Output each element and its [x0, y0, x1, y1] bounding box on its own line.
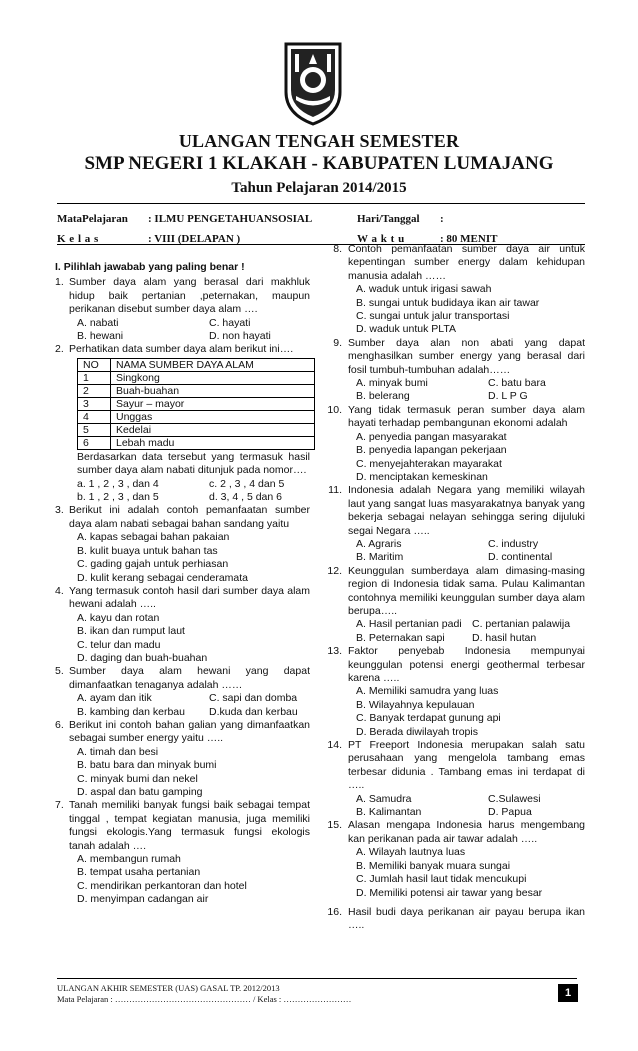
- option-a: A. Agraris: [356, 537, 402, 550]
- question-number: 15.: [327, 819, 342, 832]
- question-number: 2.: [55, 343, 64, 356]
- question-text: Sumber daya alam hewani yang dapat dimanfaatkan tenaganya adalah ……: [69, 665, 310, 691]
- question-1: [55, 276, 310, 343]
- question-4: [55, 585, 310, 665]
- question-text: Sumber daya alam yang berasal dari makhluk hidup baik pertanian ,peternakan, maupun perikanan disebut sumber daya alam ….: [69, 276, 310, 316]
- option-d: D. hasil hutan: [472, 631, 537, 644]
- question-text: Alasan mengapa Indonesia harus mengembang kan perikanan pada air tawar adalah …..: [348, 819, 585, 845]
- option-d: D. Berada diwilayah tropis: [356, 725, 478, 738]
- option-c: C. minyak bumi dan nekel: [77, 772, 198, 785]
- question-7: [55, 799, 310, 906]
- question-text: Tanah memiliki banyak fungsi baik sebagai tempat tinggal , tempat kegiatan manusia, juga memiliki fungsi ekologis.Yang termasuk fungsi ekologis tanah adalah ….: [69, 799, 310, 852]
- option-a: A. Samudra: [356, 792, 412, 805]
- option-c: C. batu bara: [488, 377, 546, 390]
- row-name: Kedelai: [111, 423, 315, 436]
- row-name: Sayur – mayor: [111, 397, 315, 410]
- question-number: 10.: [327, 403, 342, 416]
- subject-value: : ILMU PENGETAHUANSOSIAL: [148, 213, 313, 225]
- option-b: B. belerang: [356, 390, 410, 403]
- question-text: Berikut ini adalah contoh pemanfaatan sumber daya alam nabati sebagai bahan sandang yaitu: [69, 504, 310, 530]
- question-number: 14.: [327, 739, 342, 752]
- option-a: A. kapas sebagai bahan pakaian: [77, 531, 230, 544]
- table-row: [78, 410, 315, 423]
- option-b: B. hewani: [77, 330, 124, 343]
- row-no: 3: [78, 397, 111, 410]
- time-label: W a k t u: [357, 233, 405, 245]
- option-c: C.Sulawesi: [488, 792, 541, 805]
- row-no: 4: [78, 410, 111, 423]
- question-text: PT Freeport Indonesia merupakan salah satu perusahaan yang mengelola tambang emas terbesar didunia . Tambang emas ini terdapat di …..: [348, 739, 585, 792]
- question-16: [327, 905, 585, 933]
- option-d: D. Memiliki potensi air tawar yang besar: [356, 886, 543, 899]
- school-name: SMP NEGERI 1 KLAKAH - KABUPATEN LUMAJANG: [84, 153, 554, 174]
- question-14: [327, 739, 585, 819]
- question-number: 3.: [55, 504, 64, 517]
- regency-emblem-logo: [282, 40, 344, 126]
- question-10: [327, 403, 585, 484]
- option-c: C. pertanian palawija: [472, 618, 571, 631]
- section-instruction: I. Pilihlah jawabab yang paling benar !: [55, 261, 245, 273]
- exam-title: ULANGAN TENGAH SEMESTER: [178, 131, 460, 151]
- option-c: C. hayati: [209, 316, 251, 329]
- row-name: Buah-buahan: [111, 384, 315, 397]
- question-number: 11.: [328, 484, 342, 497]
- option-c: C. sungai untuk jalur transportasi: [356, 310, 510, 323]
- option-a: A. penyedia pangan masyarakat: [356, 430, 507, 443]
- question-number: 8.: [333, 243, 342, 255]
- option-c: C. menyejahterakan mayarakat: [356, 457, 502, 470]
- row-no: 2: [78, 384, 111, 397]
- date-value: :: [440, 213, 444, 225]
- class-label: K e l a s: [57, 233, 99, 245]
- table-row: [78, 423, 315, 436]
- option-b: B. Memiliki banyak muara sungai: [356, 859, 511, 872]
- question-number: 4.: [55, 584, 64, 597]
- option-b: B. Maritim: [356, 551, 404, 564]
- question-2: [55, 343, 310, 504]
- question-text: Indonesia adalah Negara yang memiliki wilayah laut yang sangat luas masyarakatnya banyak yang bekerja sebagai nelayan sehingga sering dijuluki segai Negara …..: [348, 484, 585, 537]
- option-b: B. kambing dan kerbau: [77, 705, 185, 718]
- option-d: D. daging dan buah-buahan: [77, 651, 208, 664]
- question-13: [327, 645, 585, 739]
- option-b: B. penyedia lapangan pekerjaan: [356, 444, 507, 457]
- option-c: C. Banyak terdapat gunung api: [356, 712, 501, 725]
- header-divider: [57, 203, 585, 204]
- option-b: B. tempat usaha pertanian: [77, 866, 201, 879]
- option-c: c. 2 , 3 , 4 dan 5: [209, 477, 285, 490]
- option-a: A. ayam dan itik: [77, 692, 152, 705]
- footer-divider: [57, 978, 577, 979]
- option-b: B. Wilayahnya kepulauan: [356, 698, 475, 711]
- column-header-name: NAMA SUMBER DAYA ALAM: [111, 358, 315, 371]
- date-label: Hari/Tanggal: [357, 213, 420, 225]
- subject-label: MataPelajaran: [57, 213, 128, 225]
- option-a: a. 1 , 2 , 3 , dan 4: [77, 477, 159, 490]
- option-a: A. timah dan besi: [77, 745, 159, 758]
- option-b: B. batu bara dan minyak bumi: [77, 759, 217, 772]
- question-8: [330, 243, 585, 337]
- table-header-row: [78, 358, 315, 371]
- question-text: Keunggulan sumberdaya alam dimasing-masing region di Indonesia tidak sama. Pulau Kalimantan contohnya memiliki keunggulan sumber daya alam berupa…..: [348, 564, 585, 617]
- left-column: [55, 261, 310, 907]
- option-b: B. sungai untuk budidaya ikan air tawar: [356, 296, 540, 309]
- option-c: C. Jumlah hasil laut tidak mencukupi: [356, 873, 527, 886]
- option-d: D. aspal dan batu gamping: [77, 786, 203, 798]
- row-no: 5: [78, 423, 111, 436]
- table-row: [78, 397, 315, 410]
- option-a: A. Wilayah lautnya luas: [356, 846, 466, 859]
- option-a: A. waduk untuk irigasi sawah: [356, 283, 492, 296]
- question-9: [330, 337, 585, 404]
- column-header-no: NO: [78, 358, 111, 371]
- option-d: D. Papua: [488, 806, 532, 819]
- question-text: Sumber daya alan non abati yang dapat menghasilkan sumber energy yang berasal dari fosil tumbuh-tumbuhan adalah……: [348, 336, 585, 376]
- option-d: d. 3, 4 , 5 dan 6: [209, 491, 282, 504]
- option-c: C. gading gajah untuk perhiasan: [77, 558, 229, 571]
- option-a: A. membangun rumah: [77, 853, 181, 866]
- question-text: Hasil budi daya perikanan air payau berupa ikan …..: [348, 905, 585, 932]
- option-d: D. menyimpan cadangan air: [77, 893, 209, 906]
- question-number: 5.: [55, 665, 64, 678]
- option-b: B. Peternakan sapi: [356, 631, 445, 644]
- page-number: 1: [558, 984, 578, 1002]
- option-c: C. industry: [488, 537, 539, 550]
- question-6: [55, 719, 310, 799]
- question-number: 12.: [327, 564, 342, 577]
- question-text: Berikut ini contoh bahan galian yang dimanfaatkan sebagai sumber energy yaitu …..: [69, 718, 310, 745]
- question-text: Contoh pemanfaatan sumber daya air untuk kepentingan sumber energy dalam kehidupan manusia adalah ……: [348, 243, 585, 282]
- row-no: 1: [78, 371, 111, 384]
- option-d: D. waduk untuk PLTA: [356, 323, 456, 336]
- question-text: Yang tidak termasuk peran sumber daya alam hayati terhadap pembangunan ekonomi adalah: [348, 403, 585, 430]
- question-11: [330, 484, 585, 564]
- table-row: [78, 436, 315, 449]
- time-value: : 80 MENIT: [440, 233, 498, 245]
- option-d: D. non hayati: [209, 330, 271, 343]
- row-no: 6: [78, 436, 111, 449]
- option-d: D. L P G: [488, 390, 528, 403]
- option-d: D. kulit kerang sebagai cenderamata: [77, 571, 249, 584]
- option-a: A. kayu dan rotan: [77, 611, 160, 624]
- row-name: Unggas: [111, 410, 315, 423]
- option-d: D. continental: [488, 551, 553, 564]
- question-5: [55, 665, 310, 719]
- table-row: [78, 371, 315, 384]
- question-12: [327, 564, 585, 645]
- question-number: 6.: [55, 718, 64, 731]
- question-number: 9.: [333, 336, 342, 349]
- option-b: b. 1 , 2 , 3 , dan 5: [77, 491, 159, 504]
- academic-year: Tahun Pelajaran 2014/2015: [231, 180, 407, 196]
- question-text: Perhatikan data sumber daya alam berikut ini….: [69, 343, 294, 356]
- footer-exam-name: ULANGAN AKHIR SEMESTER (UAS) GASAL TP. 2012/2013: [57, 983, 280, 993]
- resource-table: [77, 358, 315, 450]
- option-c: C. telur dan madu: [77, 638, 161, 651]
- option-b: B. ikan dan rumput laut: [77, 625, 185, 638]
- row-name: Lebah madu: [111, 436, 315, 449]
- option-c: C. sapi dan domba: [209, 692, 298, 705]
- option-a: A. minyak bumi: [356, 377, 428, 390]
- option-a: A. nabati: [77, 316, 119, 329]
- question-3: [55, 504, 310, 584]
- table-row: [78, 384, 315, 397]
- question-text: Faktor penyebab Indonesia mempunyai keunggulan potensi energi geothermal terbesar karena …..: [348, 645, 585, 684]
- question-15: [327, 819, 585, 899]
- option-a: A. Memiliki samudra yang luas: [356, 685, 499, 698]
- option-b: B. kulit buaya untuk bahan tas: [77, 544, 218, 557]
- question-number: 1.: [55, 276, 64, 289]
- question-text: Yang termasuk contoh hasil dari sumber daya alam hewani adalah …..: [69, 584, 310, 611]
- option-d: D.kuda dan kerbau: [209, 705, 298, 718]
- question-number: 13.: [327, 645, 342, 658]
- right-column: [327, 243, 585, 933]
- question-number: 16.: [327, 905, 342, 918]
- question-followup-text: Berdasarkan data tersebut yang termasuk hasil sumber daya alam nabati ditunjuk pada nomor….: [77, 450, 310, 477]
- option-c: C. mendirikan perkantoran dan hotel: [77, 879, 247, 892]
- option-a: A. Hasil pertanian padi: [356, 618, 462, 631]
- footer-subject-class: Mata Pelajaran : ………………………………………… / Kelas : ……………………: [57, 994, 352, 1004]
- class-value: : VIII (DELAPAN ): [148, 233, 241, 245]
- option-b: B. Kalimantan: [356, 806, 422, 819]
- row-name: Singkong: [111, 371, 315, 384]
- option-d: D. menciptakan kemeskinan: [356, 470, 488, 483]
- question-number: 7.: [55, 799, 64, 812]
